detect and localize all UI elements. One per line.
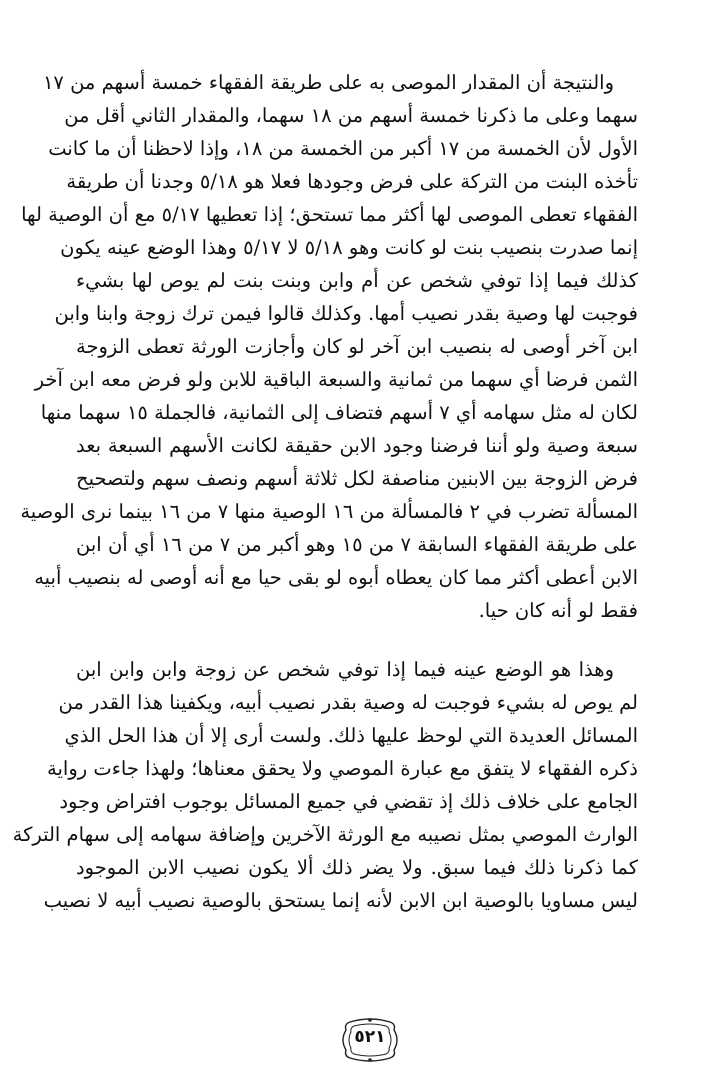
text-line: لم يوص له بشيء فوجبت له وصية بقدر نصيب أبيه، ويكفينا هذا القدر من xyxy=(58,691,638,714)
paragraph-1 xyxy=(20,66,639,627)
text-line: سبعة وصية ولو أننا فرضنا وجود الابن حقيقة لكانت الأسهم السبعة بعد xyxy=(76,434,638,457)
text-line: كما ذكرنا ذلك فيما سبق. ولا يضر ذلك ألا يكون نصيب الابن الموجود xyxy=(76,856,638,879)
text-line: الجامع على خلاف ذلك إذ تقضي في جميع المسائل بوجوب افتراض وجود xyxy=(59,790,638,813)
paragraph-2 xyxy=(12,653,638,917)
text-line: تأخذه البنت من التركة على فرض وجودها فعلا هو ٥/١٨ وجدنا أن طريقة xyxy=(66,170,638,193)
page-number-ornament xyxy=(340,1016,400,1064)
text-line: الفقهاء تعطى الموصى لها أكثر مما تستحق؛ إذا تعطيها ٥/١٧ مع أن الوصية لها xyxy=(21,203,638,226)
text-line: كذلك فيما إذا توفي شخص عن أم وابن وبنت بنت لم يوص لها بشيء xyxy=(76,269,638,292)
text-line: سهما وعلى ما ذكرنا خمسة أسهم من ١٨ سهما، والمقدار الثاني أقل من xyxy=(64,104,638,127)
text-line: والنتيجة أن المقدار الموصى به على طريقة الفقهاء خمسة أسهم من ١٧ xyxy=(42,71,614,94)
text-line: الابن أعطى أكثر مما كان يعطاه أبوه لو بقى حيا مع أنه أوصى له بنصيب أبيه xyxy=(34,566,638,589)
text-line: على طريقة الفقهاء السابقة ٧ من ١٥ وهو أكبر من ٧ من ١٦ أي أن ابن xyxy=(76,533,639,556)
text-line: الوارث الموصي بمثل نصيبه مع الورثة الآخرين وإضافة سهامه إلى سهام التركة xyxy=(12,823,638,846)
text-line: المسائل العديدة التي لوحظ عليها ذلك. ولست أرى إلا أن هذا الحل الذي xyxy=(64,724,638,747)
paragraph-gap xyxy=(76,627,638,653)
text-line: ليس مساويا بالوصية ابن الابن لأنه إنما يستحق بالوصية نصيب أبيه لا نصيب xyxy=(43,889,638,912)
text-line: فقط لو أنه كان حيا. xyxy=(478,599,638,622)
text-line: إنما صدرت بنصيب بنت لو كانت وهو ٥/١٨ لا ٥/١٧ وهذا الوضع عينه يكون xyxy=(60,236,638,259)
page-body xyxy=(12,66,639,917)
text-line: وهذا هو الوضع عينه فيما إذا توفي شخص عن زوجة وابن وابن ابن xyxy=(76,658,614,681)
text-line: فوجبت لها وصية بقدر نصيب أمها. وكذلك قالوا فيمن ترك زوجة وابنا وابن xyxy=(54,302,638,325)
text-line: فرض الزوجة بين الابنين مناصفة لكل ثلاثة أسهم ونصف سهم ولتصحيح xyxy=(76,467,638,490)
text-line: المسألة تضرب في ٢ فالمسألة من ١٦ الوصية منها ٧ من ١٦ بينما نرى الوصية xyxy=(20,500,638,523)
text-line: الثمن فرضا أي سهما من ثمانية والسبعة الباقية للابن ولو فرض معه ابن آخر xyxy=(34,368,638,391)
page-number: ٥٢١ xyxy=(354,1027,386,1047)
text-line: ذكره الفقهاء لا يتفق مع عبارة الموصي ولا يحقق معناها؛ ولهذا جاءت رواية xyxy=(47,757,638,780)
text-line: الأول لأن الخمسة من ١٧ أكبر من الخمسة من ١٨، وإذا لاحظنا أن ما كانت xyxy=(48,137,638,160)
text-line: لكان له مثل سهامه أي ٧ أسهم فتضاف إلى الثمانية، فالجملة ١٥ سهما منها xyxy=(40,401,638,424)
text-line: ابن آخر أوصى له بنصيب ابن آخر لو كان وأجازت الورثة تعطى الزوجة xyxy=(76,335,638,358)
